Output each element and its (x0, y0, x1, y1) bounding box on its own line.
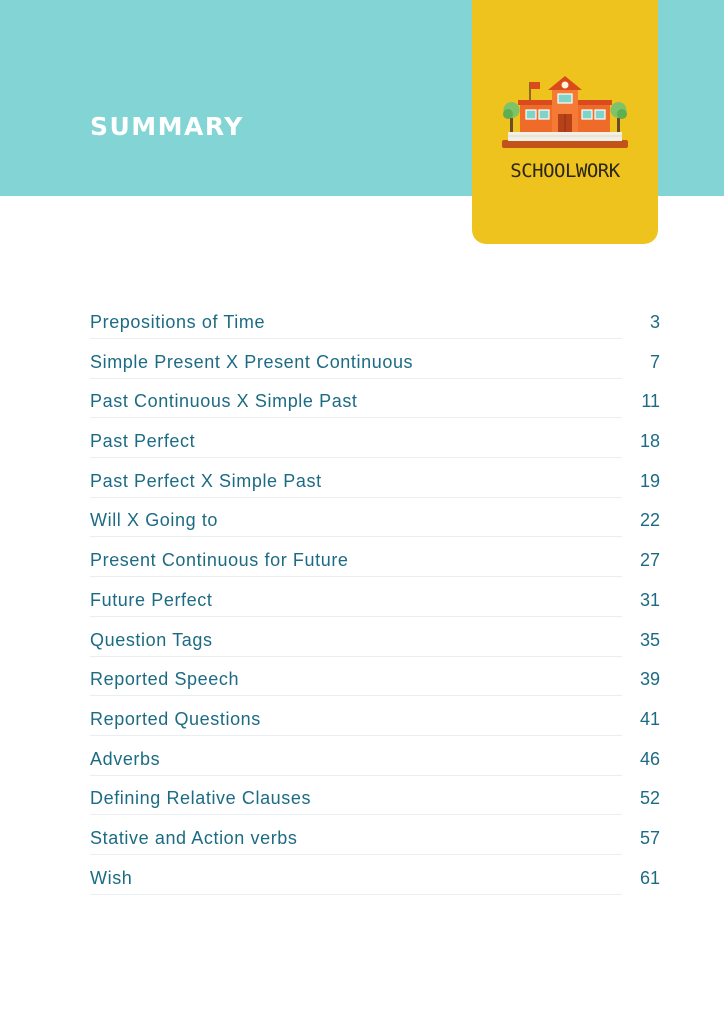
toc-entry-page: 31 (639, 589, 660, 610)
toc-entry-title: Reported Questions (90, 708, 261, 729)
toc-entry-page: 7 (649, 351, 660, 372)
toc-divider (90, 378, 622, 379)
toc-entry-title: Defining Relative Clauses (90, 788, 312, 809)
table-of-contents (90, 302, 660, 897)
toc-entry-page: 61 (639, 867, 660, 888)
toc-entry-page: 57 (639, 827, 660, 848)
toc-divider (90, 735, 622, 736)
toc-entry[interactable] (90, 540, 660, 580)
toc-entry[interactable] (90, 500, 660, 540)
toc-entry-page: 11 (641, 391, 660, 412)
toc-divider (90, 417, 622, 418)
toc-entry-title: Past Continuous X Simple Past (90, 391, 358, 412)
toc-entry[interactable] (90, 342, 660, 382)
toc-entry-title: Past Perfect X Simple Past (90, 470, 322, 491)
toc-entry[interactable] (90, 699, 660, 739)
toc-divider (90, 695, 622, 696)
toc-entry[interactable] (90, 620, 660, 660)
toc-divider (90, 894, 622, 895)
toc-entry[interactable] (90, 302, 660, 342)
toc-divider (90, 854, 622, 855)
toc-entry-title: Future Perfect (90, 589, 213, 610)
school-building-icon (498, 68, 632, 158)
toc-divider (90, 338, 622, 339)
toc-entry-page: 18 (639, 431, 660, 452)
toc-divider (90, 616, 622, 617)
toc-entry-title: Wish (90, 867, 133, 888)
page-title: SUMMARY (90, 112, 244, 141)
toc-entry[interactable] (90, 580, 660, 620)
brand-name: SCHOOLWORK (510, 160, 620, 182)
toc-divider (90, 497, 622, 498)
toc-entry-page: 35 (639, 629, 660, 650)
toc-entry[interactable] (90, 381, 660, 421)
toc-entry-page: 39 (639, 669, 660, 690)
toc-entry[interactable] (90, 818, 660, 858)
toc-divider (90, 775, 622, 776)
toc-entry-page: 41 (639, 708, 660, 729)
toc-entry[interactable] (90, 778, 660, 818)
toc-entry-page: 22 (639, 510, 660, 531)
toc-entry-title: Stative and Action verbs (90, 827, 298, 848)
toc-entry-title: Reported Speech (90, 669, 240, 690)
toc-entry-title: Present Continuous for Future (90, 550, 349, 571)
toc-divider (90, 536, 622, 537)
toc-entry[interactable] (90, 659, 660, 699)
toc-entry[interactable] (90, 461, 660, 501)
toc-entry-title: Adverbs (90, 748, 161, 769)
toc-divider (90, 814, 622, 815)
toc-entry-title: Simple Present X Present Continuous (90, 351, 414, 372)
toc-entry-page: 3 (649, 312, 660, 332)
toc-entry[interactable] (90, 739, 660, 779)
toc-entry-page: 19 (639, 470, 660, 491)
toc-entry[interactable] (90, 858, 660, 898)
toc-divider (90, 656, 622, 657)
toc-entry-title: Will X Going to (90, 510, 219, 531)
brand-tab (472, 0, 658, 244)
toc-entry-page: 46 (639, 748, 660, 769)
toc-divider (90, 576, 622, 577)
toc-entry-title: Question Tags (90, 629, 213, 650)
toc-entry-page: 27 (639, 550, 660, 571)
toc-entry[interactable] (90, 421, 660, 461)
toc-divider (90, 457, 622, 458)
toc-entry-title: Prepositions of Time (90, 312, 266, 332)
toc-entry-page: 52 (639, 788, 660, 809)
toc-entry-title: Past Perfect (90, 431, 196, 452)
